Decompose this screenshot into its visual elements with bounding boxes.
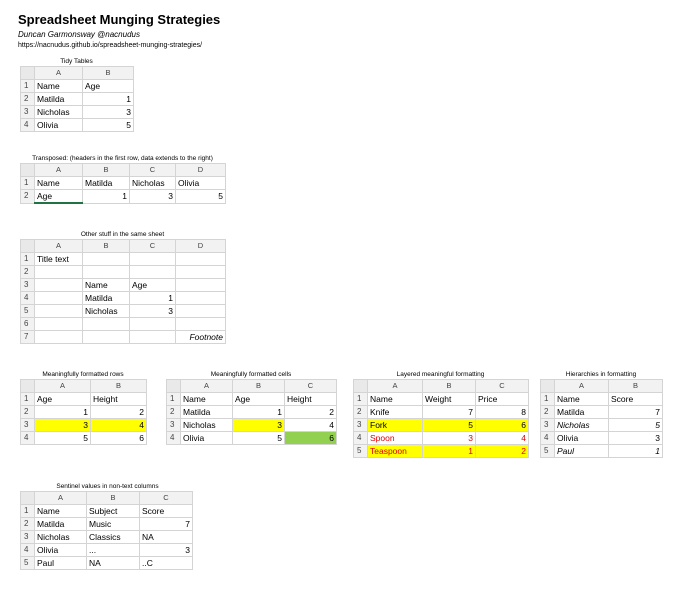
row-header: 2 bbox=[21, 93, 35, 106]
table-row bbox=[541, 432, 663, 445]
row-header: 1 bbox=[21, 253, 35, 266]
column-header: C bbox=[130, 240, 176, 253]
panel-caption: Meaningfully formatted rows bbox=[42, 371, 124, 378]
cell: 7 bbox=[140, 518, 193, 531]
row-header: 5 bbox=[541, 445, 555, 458]
table-row bbox=[21, 331, 226, 344]
column-header: B bbox=[83, 67, 134, 80]
sheet-grid bbox=[540, 379, 663, 458]
cell: Subject bbox=[87, 505, 140, 518]
cell: 2 bbox=[285, 406, 337, 419]
cell: 3 bbox=[130, 305, 176, 318]
table-row bbox=[21, 419, 147, 432]
row-header: 4 bbox=[21, 544, 35, 557]
row-header: 4 bbox=[21, 292, 35, 305]
cell: Olivia bbox=[176, 177, 226, 190]
cell: Nicholas bbox=[555, 419, 609, 432]
panel-tidy-tables bbox=[20, 57, 134, 132]
corner-cell bbox=[21, 492, 35, 505]
column-header-row bbox=[21, 67, 134, 80]
column-header: A bbox=[35, 380, 91, 393]
cell: 1 bbox=[130, 292, 176, 305]
cell bbox=[83, 318, 130, 331]
cell bbox=[176, 279, 226, 292]
column-header: C bbox=[140, 492, 193, 505]
cell: 5 bbox=[233, 432, 285, 445]
cell: Spoon bbox=[368, 432, 423, 445]
row-header: 2 bbox=[21, 190, 35, 204]
row-header: 3 bbox=[21, 279, 35, 292]
table-row bbox=[21, 432, 147, 445]
row-header: 1 bbox=[21, 393, 35, 406]
cell bbox=[130, 266, 176, 279]
cell: Weight bbox=[423, 393, 476, 406]
corner-cell bbox=[21, 164, 35, 177]
column-header: B bbox=[233, 380, 285, 393]
cell: 5 bbox=[83, 119, 134, 132]
cell: Name bbox=[35, 80, 83, 93]
column-header-row bbox=[21, 164, 226, 177]
column-header: A bbox=[181, 380, 233, 393]
column-header: B bbox=[91, 380, 147, 393]
row-header: 4 bbox=[21, 432, 35, 445]
cell bbox=[35, 279, 83, 292]
cell: Matilda bbox=[35, 93, 83, 106]
sheet-grid bbox=[166, 379, 337, 445]
corner-cell bbox=[21, 380, 35, 393]
corner-cell bbox=[21, 67, 35, 80]
panel-hierarchies bbox=[540, 370, 663, 458]
source-url: https://nacnudus.github.io/spreadsheet-munging-strategies/ bbox=[18, 42, 203, 49]
table-row bbox=[21, 318, 226, 331]
row-header: 3 bbox=[541, 419, 555, 432]
cell: 7 bbox=[423, 406, 476, 419]
row-header: 3 bbox=[354, 419, 368, 432]
table-row bbox=[21, 190, 226, 204]
table-row bbox=[354, 419, 529, 432]
table-row bbox=[354, 432, 529, 445]
row-header: 1 bbox=[354, 393, 368, 406]
table-row bbox=[21, 531, 193, 544]
row-header: 2 bbox=[21, 266, 35, 279]
cell: 6 bbox=[91, 432, 147, 445]
column-header: A bbox=[555, 380, 609, 393]
cell bbox=[35, 266, 83, 279]
cell: Matilda bbox=[555, 406, 609, 419]
cell: Nicholas bbox=[35, 531, 87, 544]
column-header: C bbox=[130, 164, 176, 177]
sheet-grid bbox=[353, 379, 529, 458]
cell: 2 bbox=[476, 445, 529, 458]
column-header: A bbox=[35, 240, 83, 253]
cell: 4 bbox=[91, 419, 147, 432]
row-header: 7 bbox=[21, 331, 35, 344]
row-header: 3 bbox=[167, 419, 181, 432]
sheet-grid bbox=[20, 239, 226, 344]
column-header-row bbox=[21, 492, 193, 505]
panel-caption: Transposed: (headers in the first row, data extends to the right) bbox=[32, 155, 213, 162]
cell bbox=[83, 331, 130, 344]
sheet-grid bbox=[20, 491, 193, 570]
cell: Nicholas bbox=[35, 106, 83, 119]
table-row bbox=[541, 393, 663, 406]
table-row bbox=[21, 406, 147, 419]
panel-caption: Other stuff in the same sheet bbox=[80, 231, 165, 238]
cell: Name bbox=[368, 393, 423, 406]
cell: Age bbox=[233, 393, 285, 406]
column-header-row bbox=[541, 380, 663, 393]
table-row bbox=[541, 406, 663, 419]
sheet-grid bbox=[20, 379, 147, 445]
row-header: 3 bbox=[21, 419, 35, 432]
cell bbox=[130, 318, 176, 331]
cell: NA bbox=[140, 531, 193, 544]
cell: Nicholas bbox=[130, 177, 176, 190]
cell: 6 bbox=[285, 432, 337, 445]
cell: 4 bbox=[285, 419, 337, 432]
cell bbox=[35, 318, 83, 331]
cell: 3 bbox=[609, 432, 663, 445]
panel-transposed bbox=[20, 154, 226, 204]
column-header: A bbox=[35, 492, 87, 505]
row-header: 4 bbox=[21, 119, 35, 132]
cell bbox=[83, 266, 130, 279]
cell: 3 bbox=[140, 544, 193, 557]
cell: Matilda bbox=[83, 177, 130, 190]
cell: 5 bbox=[35, 432, 91, 445]
cell: NA bbox=[87, 557, 140, 570]
cell: Name bbox=[35, 177, 83, 190]
cell: Paul bbox=[35, 557, 87, 570]
row-header: 4 bbox=[541, 432, 555, 445]
table-row bbox=[21, 518, 193, 531]
table-row bbox=[21, 393, 147, 406]
row-header: 2 bbox=[167, 406, 181, 419]
cell: Footnote bbox=[176, 331, 226, 344]
cell: Paul bbox=[555, 445, 609, 458]
cell: Olivia bbox=[555, 432, 609, 445]
row-header: 1 bbox=[541, 393, 555, 406]
column-header: B bbox=[609, 380, 663, 393]
panel-caption: Meaningfully formatted cells bbox=[210, 371, 292, 378]
panel-layered-formatting bbox=[353, 370, 529, 458]
cell: Name bbox=[83, 279, 130, 292]
cell bbox=[130, 253, 176, 266]
cell: Olivia bbox=[35, 119, 83, 132]
cell: 5 bbox=[609, 419, 663, 432]
table-row bbox=[167, 406, 337, 419]
cell: Score bbox=[140, 505, 193, 518]
cell: Nicholas bbox=[83, 305, 130, 318]
cell: Age bbox=[35, 190, 83, 204]
cell: 1 bbox=[609, 445, 663, 458]
panel-caption: Sentinel values in non-text columns bbox=[56, 483, 159, 490]
cell: 3 bbox=[83, 106, 134, 119]
row-header: 1 bbox=[167, 393, 181, 406]
column-header: B bbox=[83, 164, 130, 177]
panel-other-stuff bbox=[20, 230, 226, 344]
cell: 2 bbox=[91, 406, 147, 419]
page-title: Spreadsheet Munging Strategies bbox=[18, 12, 221, 27]
panel-caption: Hierarchies in formatting bbox=[565, 371, 637, 378]
cell: 1 bbox=[83, 190, 130, 204]
cell: Music bbox=[87, 518, 140, 531]
table-row bbox=[21, 93, 134, 106]
table-row bbox=[167, 432, 337, 445]
cell: Matilda bbox=[83, 292, 130, 305]
column-header-row bbox=[21, 380, 147, 393]
table-row bbox=[21, 119, 134, 132]
cell: 3 bbox=[130, 190, 176, 204]
row-header: 5 bbox=[21, 305, 35, 318]
table-row bbox=[21, 253, 226, 266]
cell: 5 bbox=[423, 419, 476, 432]
column-header: A bbox=[35, 67, 83, 80]
table-row bbox=[21, 177, 226, 190]
cell bbox=[35, 292, 83, 305]
cell: Name bbox=[555, 393, 609, 406]
corner-cell bbox=[167, 380, 181, 393]
table-row bbox=[21, 557, 193, 570]
table-row bbox=[167, 419, 337, 432]
cell bbox=[130, 331, 176, 344]
cell: Age bbox=[83, 80, 134, 93]
cell bbox=[83, 253, 130, 266]
cell: ..C bbox=[140, 557, 193, 570]
cell: Score bbox=[609, 393, 663, 406]
cell: Height bbox=[285, 393, 337, 406]
cell: 8 bbox=[476, 406, 529, 419]
column-header: D bbox=[176, 164, 226, 177]
cell: Nicholas bbox=[181, 419, 233, 432]
column-header-row bbox=[354, 380, 529, 393]
table-row bbox=[354, 406, 529, 419]
table-row bbox=[21, 305, 226, 318]
row-header: 2 bbox=[354, 406, 368, 419]
row-header: 2 bbox=[541, 406, 555, 419]
row-header: 2 bbox=[21, 518, 35, 531]
row-header: 2 bbox=[21, 406, 35, 419]
cell: 7 bbox=[609, 406, 663, 419]
column-header: D bbox=[176, 240, 226, 253]
column-header: B bbox=[423, 380, 476, 393]
cell bbox=[176, 318, 226, 331]
cell: 3 bbox=[233, 419, 285, 432]
row-header: 1 bbox=[21, 177, 35, 190]
table-row bbox=[21, 544, 193, 557]
cell: 3 bbox=[35, 419, 91, 432]
cell bbox=[176, 266, 226, 279]
cell: 6 bbox=[476, 419, 529, 432]
column-header-row bbox=[167, 380, 337, 393]
cell: Age bbox=[35, 393, 91, 406]
panel-formatted-cells bbox=[166, 370, 337, 445]
row-header: 4 bbox=[354, 432, 368, 445]
sheet-grid bbox=[20, 66, 134, 132]
cell: Age bbox=[130, 279, 176, 292]
cell: Name bbox=[35, 505, 87, 518]
corner-cell bbox=[541, 380, 555, 393]
author-line: Duncan Garmonsway @nacnudus bbox=[18, 30, 140, 39]
cell: Teaspoon bbox=[368, 445, 423, 458]
table-row bbox=[21, 80, 134, 93]
row-header: 4 bbox=[167, 432, 181, 445]
cell: Price bbox=[476, 393, 529, 406]
cell: Olivia bbox=[181, 432, 233, 445]
cell: 4 bbox=[476, 432, 529, 445]
cell: 1 bbox=[423, 445, 476, 458]
table-row bbox=[21, 279, 226, 292]
cell: Title text bbox=[35, 253, 83, 266]
column-header: A bbox=[368, 380, 423, 393]
cell: Matilda bbox=[35, 518, 87, 531]
table-row bbox=[21, 106, 134, 119]
table-row bbox=[21, 505, 193, 518]
corner-cell bbox=[354, 380, 368, 393]
cell: Knife bbox=[368, 406, 423, 419]
corner-cell bbox=[21, 240, 35, 253]
cell: 1 bbox=[35, 406, 91, 419]
cell bbox=[176, 253, 226, 266]
column-header-row bbox=[21, 240, 226, 253]
cell: 3 bbox=[423, 432, 476, 445]
table-row bbox=[541, 445, 663, 458]
row-header: 1 bbox=[21, 505, 35, 518]
panel-caption: Layered meaningful formatting bbox=[396, 371, 485, 378]
cell bbox=[35, 305, 83, 318]
row-header: 6 bbox=[21, 318, 35, 331]
cell: Olivia bbox=[35, 544, 87, 557]
table-row bbox=[21, 292, 226, 305]
column-header: B bbox=[83, 240, 130, 253]
cell bbox=[176, 292, 226, 305]
column-header: B bbox=[87, 492, 140, 505]
cell: 1 bbox=[233, 406, 285, 419]
row-header: 5 bbox=[21, 557, 35, 570]
row-header: 5 bbox=[354, 445, 368, 458]
column-header: C bbox=[476, 380, 529, 393]
cell: Name bbox=[181, 393, 233, 406]
sheet-grid bbox=[20, 163, 226, 204]
row-header: 1 bbox=[21, 80, 35, 93]
column-header: C bbox=[285, 380, 337, 393]
cell: Matilda bbox=[181, 406, 233, 419]
table-row bbox=[354, 445, 529, 458]
panel-caption: Tidy Tables bbox=[60, 58, 93, 65]
table-row bbox=[354, 393, 529, 406]
panel-formatted-rows bbox=[20, 370, 147, 445]
row-header: 3 bbox=[21, 106, 35, 119]
panel-sentinel-values bbox=[20, 482, 195, 570]
table-row bbox=[167, 393, 337, 406]
cell: Classics bbox=[87, 531, 140, 544]
column-header: A bbox=[35, 164, 83, 177]
cell: ... bbox=[87, 544, 140, 557]
row-header: 3 bbox=[21, 531, 35, 544]
table-row bbox=[21, 266, 226, 279]
cell bbox=[176, 305, 226, 318]
cell: Fork bbox=[368, 419, 423, 432]
table-row bbox=[541, 419, 663, 432]
cell: 5 bbox=[176, 190, 226, 204]
cell bbox=[35, 331, 83, 344]
cell: Height bbox=[91, 393, 147, 406]
cell: 1 bbox=[83, 93, 134, 106]
